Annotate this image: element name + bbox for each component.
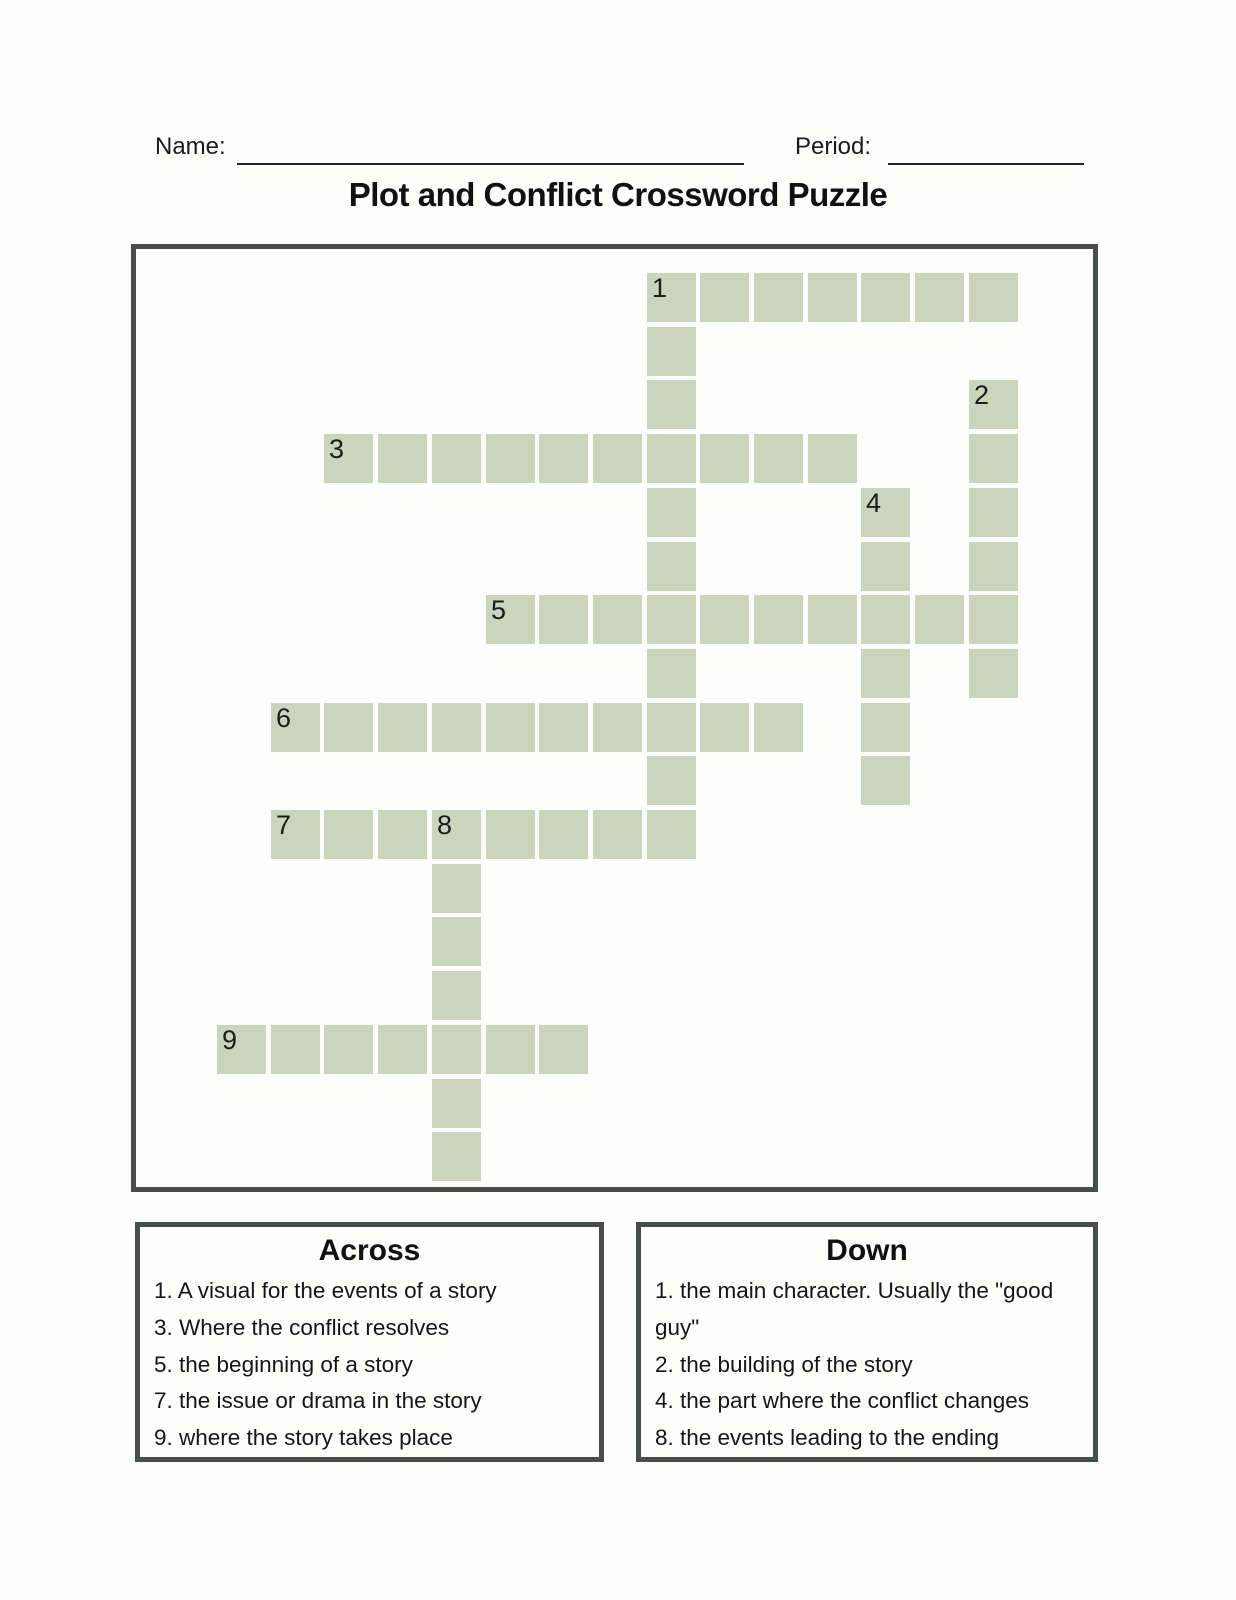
crossword-cell[interactable] (432, 971, 481, 1020)
crossword-cell[interactable] (861, 595, 910, 644)
crossword-cell[interactable] (700, 434, 749, 483)
cell-number: 3 (329, 434, 345, 464)
crossword-cell[interactable] (700, 273, 749, 322)
crossword-cell[interactable] (861, 703, 910, 752)
crossword-cell[interactable] (647, 756, 696, 805)
crossword-cell[interactable] (378, 703, 427, 752)
crossword-cell[interactable] (271, 810, 320, 859)
crossword-cell[interactable] (593, 434, 642, 483)
crossword-cell[interactable] (539, 595, 588, 644)
crossword-cell[interactable] (700, 595, 749, 644)
crossword-cell[interactable] (432, 917, 481, 966)
across-clue-item: 3. Where the conflict resolves (154, 1314, 450, 1340)
crossword-cell[interactable] (432, 1132, 481, 1181)
across-clue-item: 9. where the story takes place (154, 1425, 453, 1451)
across-title: Across (318, 1234, 421, 1267)
down-clue-item: 4. the part where the conflict changes (655, 1388, 1029, 1414)
crossword-cell[interactable] (486, 595, 535, 644)
crossword-cell[interactable] (808, 434, 857, 483)
cell-number: 2 (974, 380, 990, 410)
crossword-cell[interactable] (432, 1079, 481, 1128)
crossword-cell[interactable] (969, 649, 1018, 698)
down-clue-item: 1. the main character. Usually the "good guy" (655, 1278, 1054, 1340)
down-clue-item: 8. the events leading to the ending (655, 1425, 1000, 1451)
crossword-cell[interactable] (378, 1025, 427, 1074)
cell-number: 6 (276, 703, 292, 733)
crossword-cell[interactable] (861, 273, 910, 322)
crossword-cell[interactable] (647, 327, 696, 376)
crossword-cell[interactable] (915, 273, 964, 322)
crossword-cell[interactable] (969, 595, 1018, 644)
crossword-cell[interactable] (647, 273, 696, 322)
cell-number: 8 (437, 810, 453, 840)
crossword-cell[interactable] (271, 703, 320, 752)
crossword-cell[interactable] (861, 542, 910, 591)
down-title: Down (826, 1234, 908, 1267)
crossword-cell[interactable] (969, 542, 1018, 591)
crossword-cell[interactable] (324, 703, 373, 752)
crossword-cell[interactable] (432, 810, 481, 859)
crossword-cell[interactable] (969, 434, 1018, 483)
crossword-cell[interactable] (593, 703, 642, 752)
crossword-cell[interactable] (915, 595, 964, 644)
crossword-cell[interactable] (754, 434, 803, 483)
crossword-cell[interactable] (861, 488, 910, 537)
crossword-cell[interactable] (647, 595, 696, 644)
crossword-grid (131, 244, 1098, 1192)
crossword-cell[interactable] (378, 434, 427, 483)
period-input-line[interactable] (888, 163, 1084, 165)
crossword-cell[interactable] (539, 434, 588, 483)
crossword-cell[interactable] (647, 810, 696, 859)
crossword-cell[interactable] (432, 703, 481, 752)
crossword-cell[interactable] (539, 1025, 588, 1074)
name-input-line[interactable] (237, 163, 744, 165)
crossword-cell[interactable] (324, 810, 373, 859)
cell-number: 7 (276, 810, 292, 840)
crossword-cell[interactable] (593, 810, 642, 859)
crossword-cell[interactable] (700, 703, 749, 752)
across-clue-list (140, 1273, 599, 1457)
cell-number: 4 (866, 488, 882, 518)
across-clue-item: 1. A visual for the events of a story (154, 1278, 497, 1303)
crossword-cell[interactable] (486, 703, 535, 752)
crossword-cell[interactable] (486, 1025, 535, 1074)
period-label: Period: (795, 133, 872, 160)
crossword-cell[interactable] (593, 595, 642, 644)
crossword-cell[interactable] (754, 703, 803, 752)
crossword-cell[interactable] (271, 1025, 320, 1074)
crossword-cell[interactable] (647, 434, 696, 483)
crossword-cell[interactable] (539, 703, 588, 752)
page-title: Plot and Conflict Crossword Puzzle (348, 176, 888, 213)
crossword-cell[interactable] (808, 273, 857, 322)
crossword-cell[interactable] (217, 1025, 266, 1074)
crossword-cell[interactable] (647, 649, 696, 698)
across-clue-item: 7. the issue or drama in the story (154, 1388, 482, 1414)
crossword-cell[interactable] (647, 703, 696, 752)
crossword-cell[interactable] (647, 542, 696, 591)
crossword-cell[interactable] (647, 380, 696, 429)
down-clue-item: 2. the building of the story (655, 1351, 913, 1377)
cell-number: 5 (491, 595, 507, 625)
crossword-cell[interactable] (808, 595, 857, 644)
crossword-cell[interactable] (432, 1025, 481, 1074)
crossword-cell[interactable] (378, 810, 427, 859)
name-label: Name: (155, 133, 226, 160)
crossword-cell[interactable] (539, 810, 588, 859)
across-clues-box (135, 1222, 604, 1462)
crossword-cell[interactable] (324, 1025, 373, 1074)
across-clue-item: 5. the beginning of a story (154, 1351, 413, 1377)
crossword-cell[interactable] (324, 434, 373, 483)
crossword-cell[interactable] (969, 380, 1018, 429)
crossword-cell[interactable] (432, 864, 481, 913)
cell-number: 9 (222, 1025, 238, 1055)
cell-number: 1 (652, 273, 668, 303)
crossword-cell[interactable] (861, 756, 910, 805)
down-clue-list (641, 1273, 1093, 1457)
crossword-cell[interactable] (486, 810, 535, 859)
down-clues-box (636, 1222, 1098, 1462)
crossword-cell[interactable] (486, 434, 535, 483)
crossword-cell[interactable] (432, 434, 481, 483)
crossword-cell[interactable] (969, 273, 1018, 322)
crossword-cell[interactable] (754, 595, 803, 644)
crossword-cell[interactable] (861, 649, 910, 698)
crossword-cell[interactable] (754, 273, 803, 322)
crossword-cell[interactable] (647, 488, 696, 537)
crossword-cell[interactable] (969, 488, 1018, 537)
